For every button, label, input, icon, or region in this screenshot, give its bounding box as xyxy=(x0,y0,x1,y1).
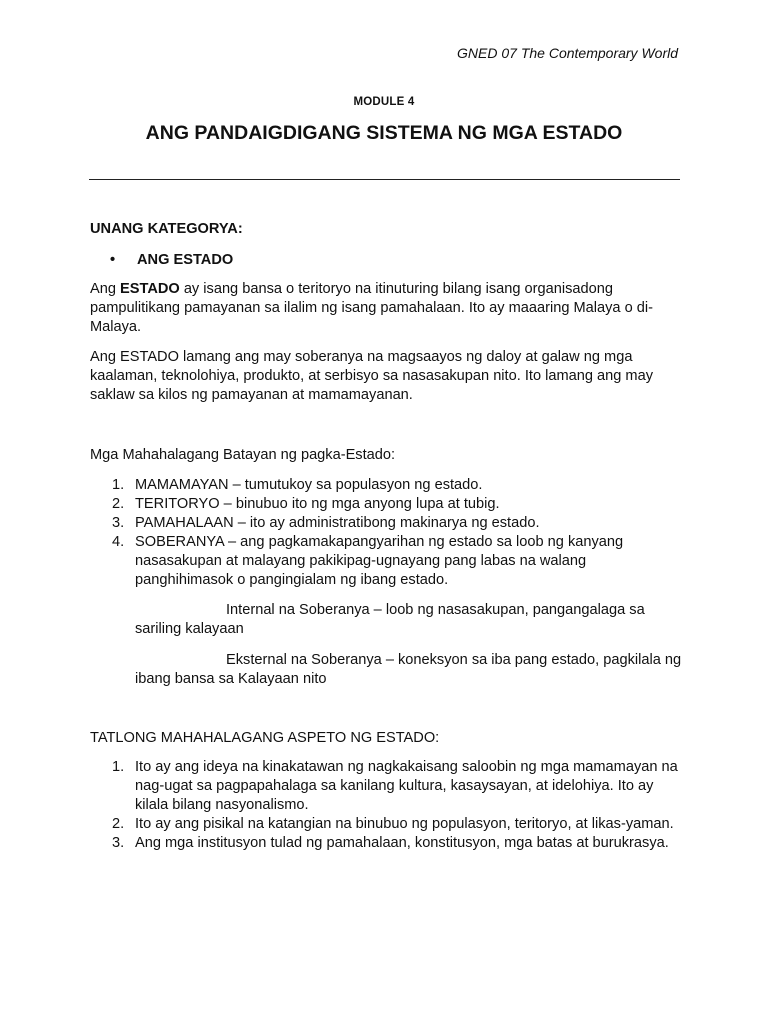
aspeto-list xyxy=(90,758,682,853)
bullet-icon: • xyxy=(110,252,116,268)
list-text: Ito ay ang pisikal na katangian na binubuo ng populasyon, teritoryo, at likas-yaman. xyxy=(135,816,674,832)
paragraph-eksternal-soberanya: Eksternal na Soberanya – koneksyon sa iba pang estado, pagkilala ng ibang bansa sa Kalayaan nito xyxy=(135,652,682,687)
paragraph-estado-definition xyxy=(90,280,682,337)
list-text: Ito ay ang ideya na kinakatawan ng nagkakaisang saloobin ng mga mamamayan na nag-ugat sa pagpapahalaga sa kanilang kultura, kasaysayan, at idelohiya. Ito ay kilala bilang nasyonalismo. xyxy=(135,759,678,813)
page-title: ANG PANDAIGDIGANG SISTEMA NG MGA ESTADO xyxy=(145,122,623,144)
list-item xyxy=(90,815,682,834)
paragraph-internal-soberanya: Internal na Soberanya – loob ng nasasakupan, pangangalaga sa sariling kalayaan xyxy=(135,602,645,637)
para1-lead: Ang xyxy=(90,281,121,297)
list-text: PAMAHALAAN – ito ay administratibong makinarya ng estado. xyxy=(135,515,540,531)
para1-rest: ay isang bansa o teritoryo na itinuturing bilang isang organisadong pampulitikang pamayanan sa ilalim ng isang pamahalaan. Ito ay maaaring Malaya o di-Malaya. xyxy=(90,281,653,335)
list-number: 3. xyxy=(112,515,125,531)
list-number: 4. xyxy=(112,534,125,550)
aspeto-heading: TATLONG MAHAHALAGANG ASPETO NG ESTADO: xyxy=(90,730,440,746)
course-header: GNED 07 The Contemporary World xyxy=(457,45,678,61)
batayan-heading: Mga Mahahalagang Batayan ng pagka-Estado: xyxy=(90,447,396,463)
list-number: 2. xyxy=(112,816,125,832)
list-number: 2. xyxy=(112,496,125,512)
paragraph-estado-soberanya: Ang ESTADO lamang ang may soberanya na magsaayos ng daloy at galaw ng mga kaalaman, teknolohiya, produkto, at serbisyo sa nasasakupan nito. Ito lamang ang may saklaw sa kilos ng pamayanan at mamamayanan. xyxy=(90,349,654,403)
list-number: 3. xyxy=(112,835,125,851)
title-divider xyxy=(89,179,680,180)
list-item xyxy=(90,758,682,815)
list-number: 1. xyxy=(112,477,125,493)
list-item xyxy=(90,834,682,853)
list-text: SOBERANYA – ang pagkamakapangyarihan ng estado sa loob ng kanyang nasasakupan at malayang pakikipag-ugnayang pang labas na walang panghihimasok o pangingialam ng ibang estado. xyxy=(135,534,624,588)
batayan-list xyxy=(90,476,682,590)
list-number: 1. xyxy=(112,759,125,775)
list-item xyxy=(90,514,682,533)
bullet-item-ang-estado xyxy=(110,251,702,270)
list-item xyxy=(90,495,682,514)
section-heading-unang-kategorya: UNANG KATEGORYA: xyxy=(90,221,243,237)
list-text: MAMAMAYAN – tumutukoy sa populasyon ng estado. xyxy=(135,477,483,493)
list-item xyxy=(90,476,682,495)
module-label: MODULE 4 xyxy=(353,96,415,108)
list-text: Ang mga institusyon tulad ng pamahalaan, konstitusyon, mga batas at burukrasya. xyxy=(135,835,669,851)
para1-bold-term: ESTADO xyxy=(120,281,180,297)
bullet-label: ANG ESTADO xyxy=(137,252,234,268)
list-item xyxy=(90,533,682,590)
list-text: TERITORYO – binubuo ito ng mga anyong lupa at tubig. xyxy=(135,496,500,512)
